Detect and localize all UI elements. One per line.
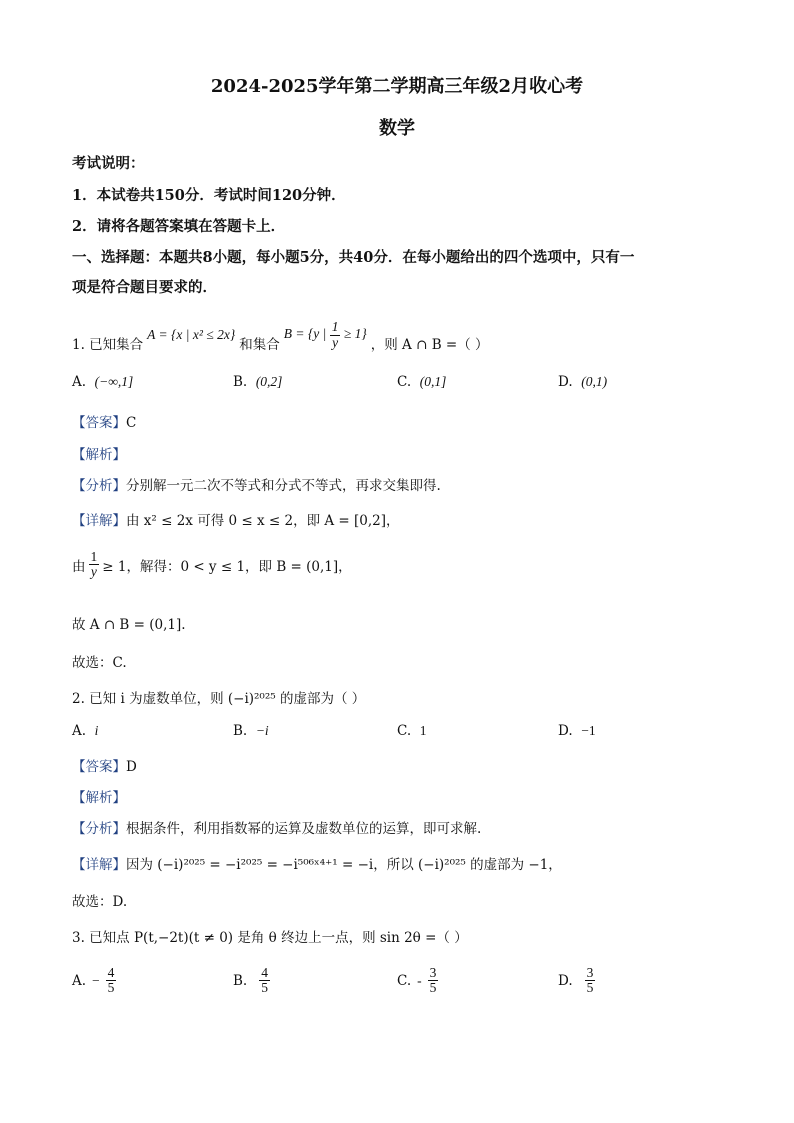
- option-denominator: 5: [261, 980, 268, 996]
- option-label: C.: [397, 723, 412, 739]
- option-value: (−∞,1]: [94, 374, 134, 389]
- set-b-numerator: 1: [331, 319, 339, 335]
- q2-choose: 故选：D.: [72, 894, 128, 910]
- fenxi-text: 根据条件，利用指数幂的运算及虚数单位的运算，即可求解.: [126, 821, 482, 837]
- section-heading-cont: 项是符合题目要求的．: [72, 279, 217, 296]
- step2-pre: 由: [72, 558, 86, 575]
- option-value: −i: [255, 723, 269, 738]
- page-title: 2024-2025学年第二学期高三年级2月收心考: [210, 76, 584, 97]
- fenxi-tag: 【分析】: [72, 478, 126, 494]
- option-label: B.: [233, 723, 248, 739]
- fenxi-tag: 【分析】: [72, 821, 126, 837]
- option-numerator: 4: [261, 965, 268, 980]
- option-label: C.: [397, 972, 412, 989]
- q2-xiangjie: [72, 853, 562, 873]
- question-3-stem: 3. 已知点 P(t,−2t)(t ≠ 0) 是角 θ 终边上一点，则 sin 2θ =（ ）: [72, 930, 468, 946]
- option-denominator: 5: [429, 980, 437, 996]
- option-label: D.: [558, 723, 573, 739]
- q2-option-c: [397, 723, 426, 739]
- option-value: −1: [581, 723, 596, 738]
- q1-choose: 故选：C.: [72, 655, 127, 671]
- option-value: (0,1): [581, 374, 608, 389]
- q2-option-a: [72, 723, 98, 739]
- answer-value: D: [126, 759, 137, 775]
- set-b-left: B = {y |: [283, 326, 327, 342]
- option-label: B.: [233, 374, 248, 390]
- q1-option-c: [397, 374, 446, 390]
- answer-tag: 【答案】: [72, 759, 126, 775]
- question-1-number: 1. 已知集合: [72, 337, 144, 353]
- step2-post: ≥ 1，解得：0 < y ≤ 1，即 B = (0,1]，: [102, 558, 352, 575]
- option-label: C.: [397, 374, 412, 390]
- option-numerator: 4: [107, 965, 115, 980]
- step2-numerator: 1: [90, 549, 98, 564]
- instructions-heading: 考试说明：: [72, 155, 145, 172]
- option-label: B.: [233, 972, 248, 989]
- q3-option-c: [397, 966, 438, 995]
- q1-fenxi: [72, 474, 441, 494]
- instruction-line-1: 1．本试卷共150分．考试时间120分钟．: [72, 187, 346, 204]
- option-numerator: 3: [586, 965, 594, 980]
- option-value: (0,1]: [419, 374, 447, 389]
- q1-option-b: [233, 374, 282, 390]
- subject-title: 数学: [379, 118, 415, 139]
- option-denominator: 5: [586, 980, 594, 996]
- q2-analysis-tag: 【解析】: [72, 790, 126, 806]
- option-fraction: [106, 966, 117, 995]
- q2-fenxi: [72, 817, 481, 837]
- q1-step-3: 故 A ∩ B = (0,1].: [72, 617, 186, 633]
- q3-option-d: [558, 966, 595, 995]
- q1-xiangjie: [72, 509, 400, 529]
- question-1-stem: [72, 318, 489, 368]
- q2-answer: [72, 755, 137, 775]
- q1-step-2: [72, 550, 352, 579]
- answer-value: C: [126, 415, 137, 431]
- set-b-denominator: y: [332, 334, 339, 350]
- option-fraction: [585, 966, 596, 995]
- step2-fraction: [89, 550, 100, 579]
- q3-option-a: [72, 966, 116, 995]
- answer-tag: 【答案】: [72, 415, 126, 431]
- xiangjie-text: 由 x² ≤ 2x 可得 0 ≤ x ≤ 2，即 A = [0,2]，: [126, 513, 400, 529]
- option-value: (0,2]: [255, 374, 283, 389]
- option-value: 1: [419, 723, 427, 738]
- option-sign: -: [417, 972, 422, 988]
- set-a: A = {x | x² ≤ 2x}: [147, 327, 236, 342]
- fenxi-text: 分别解一元二次不等式和分式不等式，再求交集即得.: [126, 478, 441, 494]
- set-b-right: ≥ 1}: [343, 326, 367, 342]
- question-1-mid: 和集合: [239, 337, 280, 353]
- option-label: A.: [72, 374, 87, 390]
- q2-option-b: [233, 723, 269, 739]
- xiangjie-tag: 【详解】: [72, 857, 126, 873]
- question-2-stem: 2. 已知 i 为虚数单位，则 (−i)²⁰²⁵ 的虚部为（ ）: [72, 691, 366, 707]
- set-b: [284, 320, 367, 349]
- option-numerator: 3: [429, 965, 437, 980]
- question-1-tail: ，则 A ∩ B =（ ）: [370, 337, 489, 353]
- instruction-line-2: 2．请将各题答案填在答题卡上．: [72, 218, 286, 235]
- q1-option-d: [558, 374, 607, 390]
- q2-option-d: [558, 723, 596, 739]
- q3-option-b: [233, 966, 270, 995]
- option-denominator: 5: [107, 980, 115, 996]
- xiangjie-tag: 【详解】: [72, 513, 126, 529]
- set-b-fraction: [330, 320, 341, 349]
- step2-denominator: y: [90, 564, 97, 580]
- option-fraction: [259, 966, 270, 995]
- option-label: A.: [72, 723, 87, 739]
- q1-answer: [72, 411, 136, 431]
- section-heading: 一、选择题：本题共8小题，每小题5分，共40分．在每小题给出的四个选项中，只有一: [72, 249, 635, 266]
- xiangjie-text: 因为 (−i)²⁰²⁵ = −i²⁰²⁵ = −i⁵⁰⁶ˣ⁴⁺¹ = −i，所以 (−i)²⁰²⁵ 的虚部为 −1，: [126, 857, 562, 873]
- option-label: D.: [558, 374, 573, 390]
- option-label: D.: [558, 972, 573, 989]
- q1-analysis-tag: 【解析】: [72, 447, 126, 463]
- option-value: i: [94, 723, 99, 738]
- option-label: A.: [72, 972, 87, 989]
- option-fraction: [428, 966, 439, 995]
- q1-option-a: [72, 374, 133, 390]
- option-sign: −: [92, 972, 100, 988]
